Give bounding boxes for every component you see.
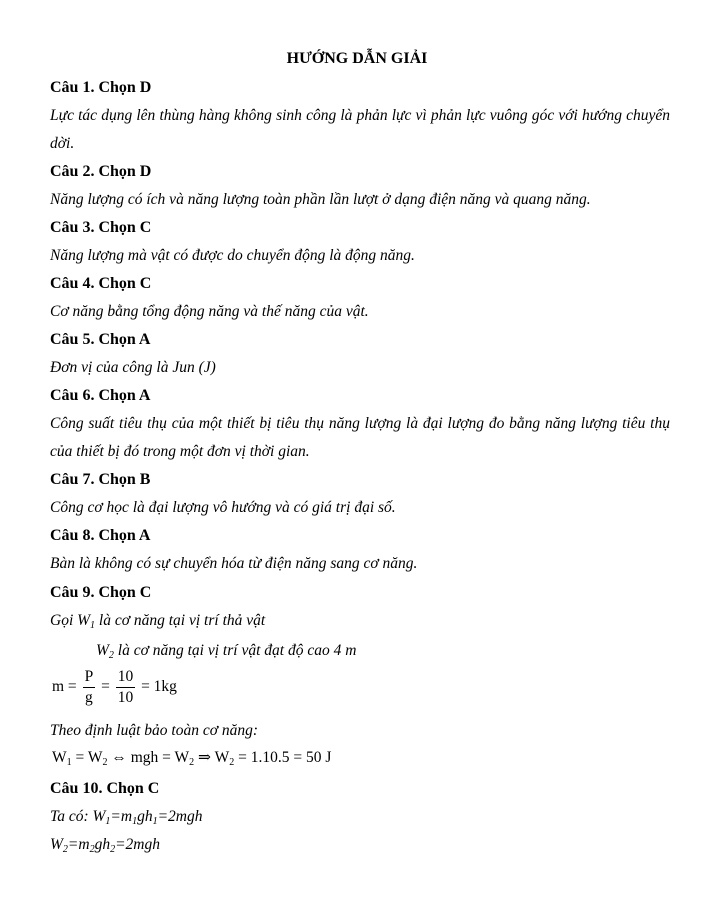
question-5-heading: Câu 5. Chọn A (50, 331, 151, 348)
question-4-heading: Câu 4. Chọn C (50, 275, 152, 292)
question-3-heading: Câu 3. Chọn C (50, 219, 152, 236)
question-8-heading: Câu 8. Chọn A (50, 527, 151, 544)
energy-equation: $W_1 = W_2$ ⇔ mgh = $W_2$ ⇒ $W_2 = 1.10.5 = 50$ J (52, 749, 332, 768)
question-10-line-1: Ta có: $W_1=m_1gh_1=2mgh$ (50, 808, 203, 827)
question-6-heading: Câu 6. Chọn A (50, 387, 151, 404)
question-9-line-2: $W_2$ là cơ năng tại vị trí vật đạt độ cao 4 m (96, 642, 357, 661)
question-10-line-2: $W_2=m_2gh_2=2mgh$ (50, 836, 160, 855)
question-2-heading: Câu 2. Chọn D (50, 163, 152, 180)
question-2-answer: Năng lượng có ích và năng lượng toàn phần lần lượt ở dạng điện năng và quang năng. (50, 191, 591, 208)
question-4-answer: Cơ năng bằng tổng động năng và thế năng của vật. (50, 303, 369, 320)
question-7-heading: Câu 7. Chọn B (50, 471, 151, 488)
question-6-answer: Công suất tiêu thụ của một thiết bị tiêu thụ năng lượng là đại lượng đo bằng năng lượng tiêu thụ của thiết bị đó trong một đơn vị thời gian. (50, 415, 670, 460)
question-9-heading: Câu 9. Chọn C (50, 584, 152, 601)
question-10-heading: Câu 10. Chọn C (50, 780, 160, 797)
page-title: HƯỚNG DẪN GIẢI (286, 50, 428, 67)
question-5-answer: Đơn vị của công là Jun (J) (50, 359, 216, 376)
question-9-line-1: Gọi $W_1$ là cơ năng tại vị trí thả vật (50, 612, 266, 631)
question-3-answer: Năng lượng mà vật có được do chuyển động là động năng. (50, 247, 415, 264)
question-8-answer: Bàn là không có sự chuyển hóa từ điện năng sang cơ năng. (50, 555, 418, 572)
fraction-10-over-10: $\frac{10}{10}$ (117, 668, 134, 706)
mass-formula: m = $\frac{P}{g}$ = $\frac{10}{10}$ = 1kg (52, 668, 177, 706)
fraction-p-over-g: $\frac{P}{g}$ (84, 668, 94, 706)
question-7-answer: Công cơ học là đại lượng vô hướng và có giá trị đại số. (50, 499, 396, 516)
question-1-heading: Câu 1. Chọn D (50, 79, 152, 96)
conservation-law-line: Theo định luật bảo toàn cơ năng: (50, 722, 259, 739)
question-1-answer: Lực tác dụng lên thùng hàng không sinh công là phản lực vì phản lực vuông góc với hướng chuyển dời. (50, 107, 670, 152)
